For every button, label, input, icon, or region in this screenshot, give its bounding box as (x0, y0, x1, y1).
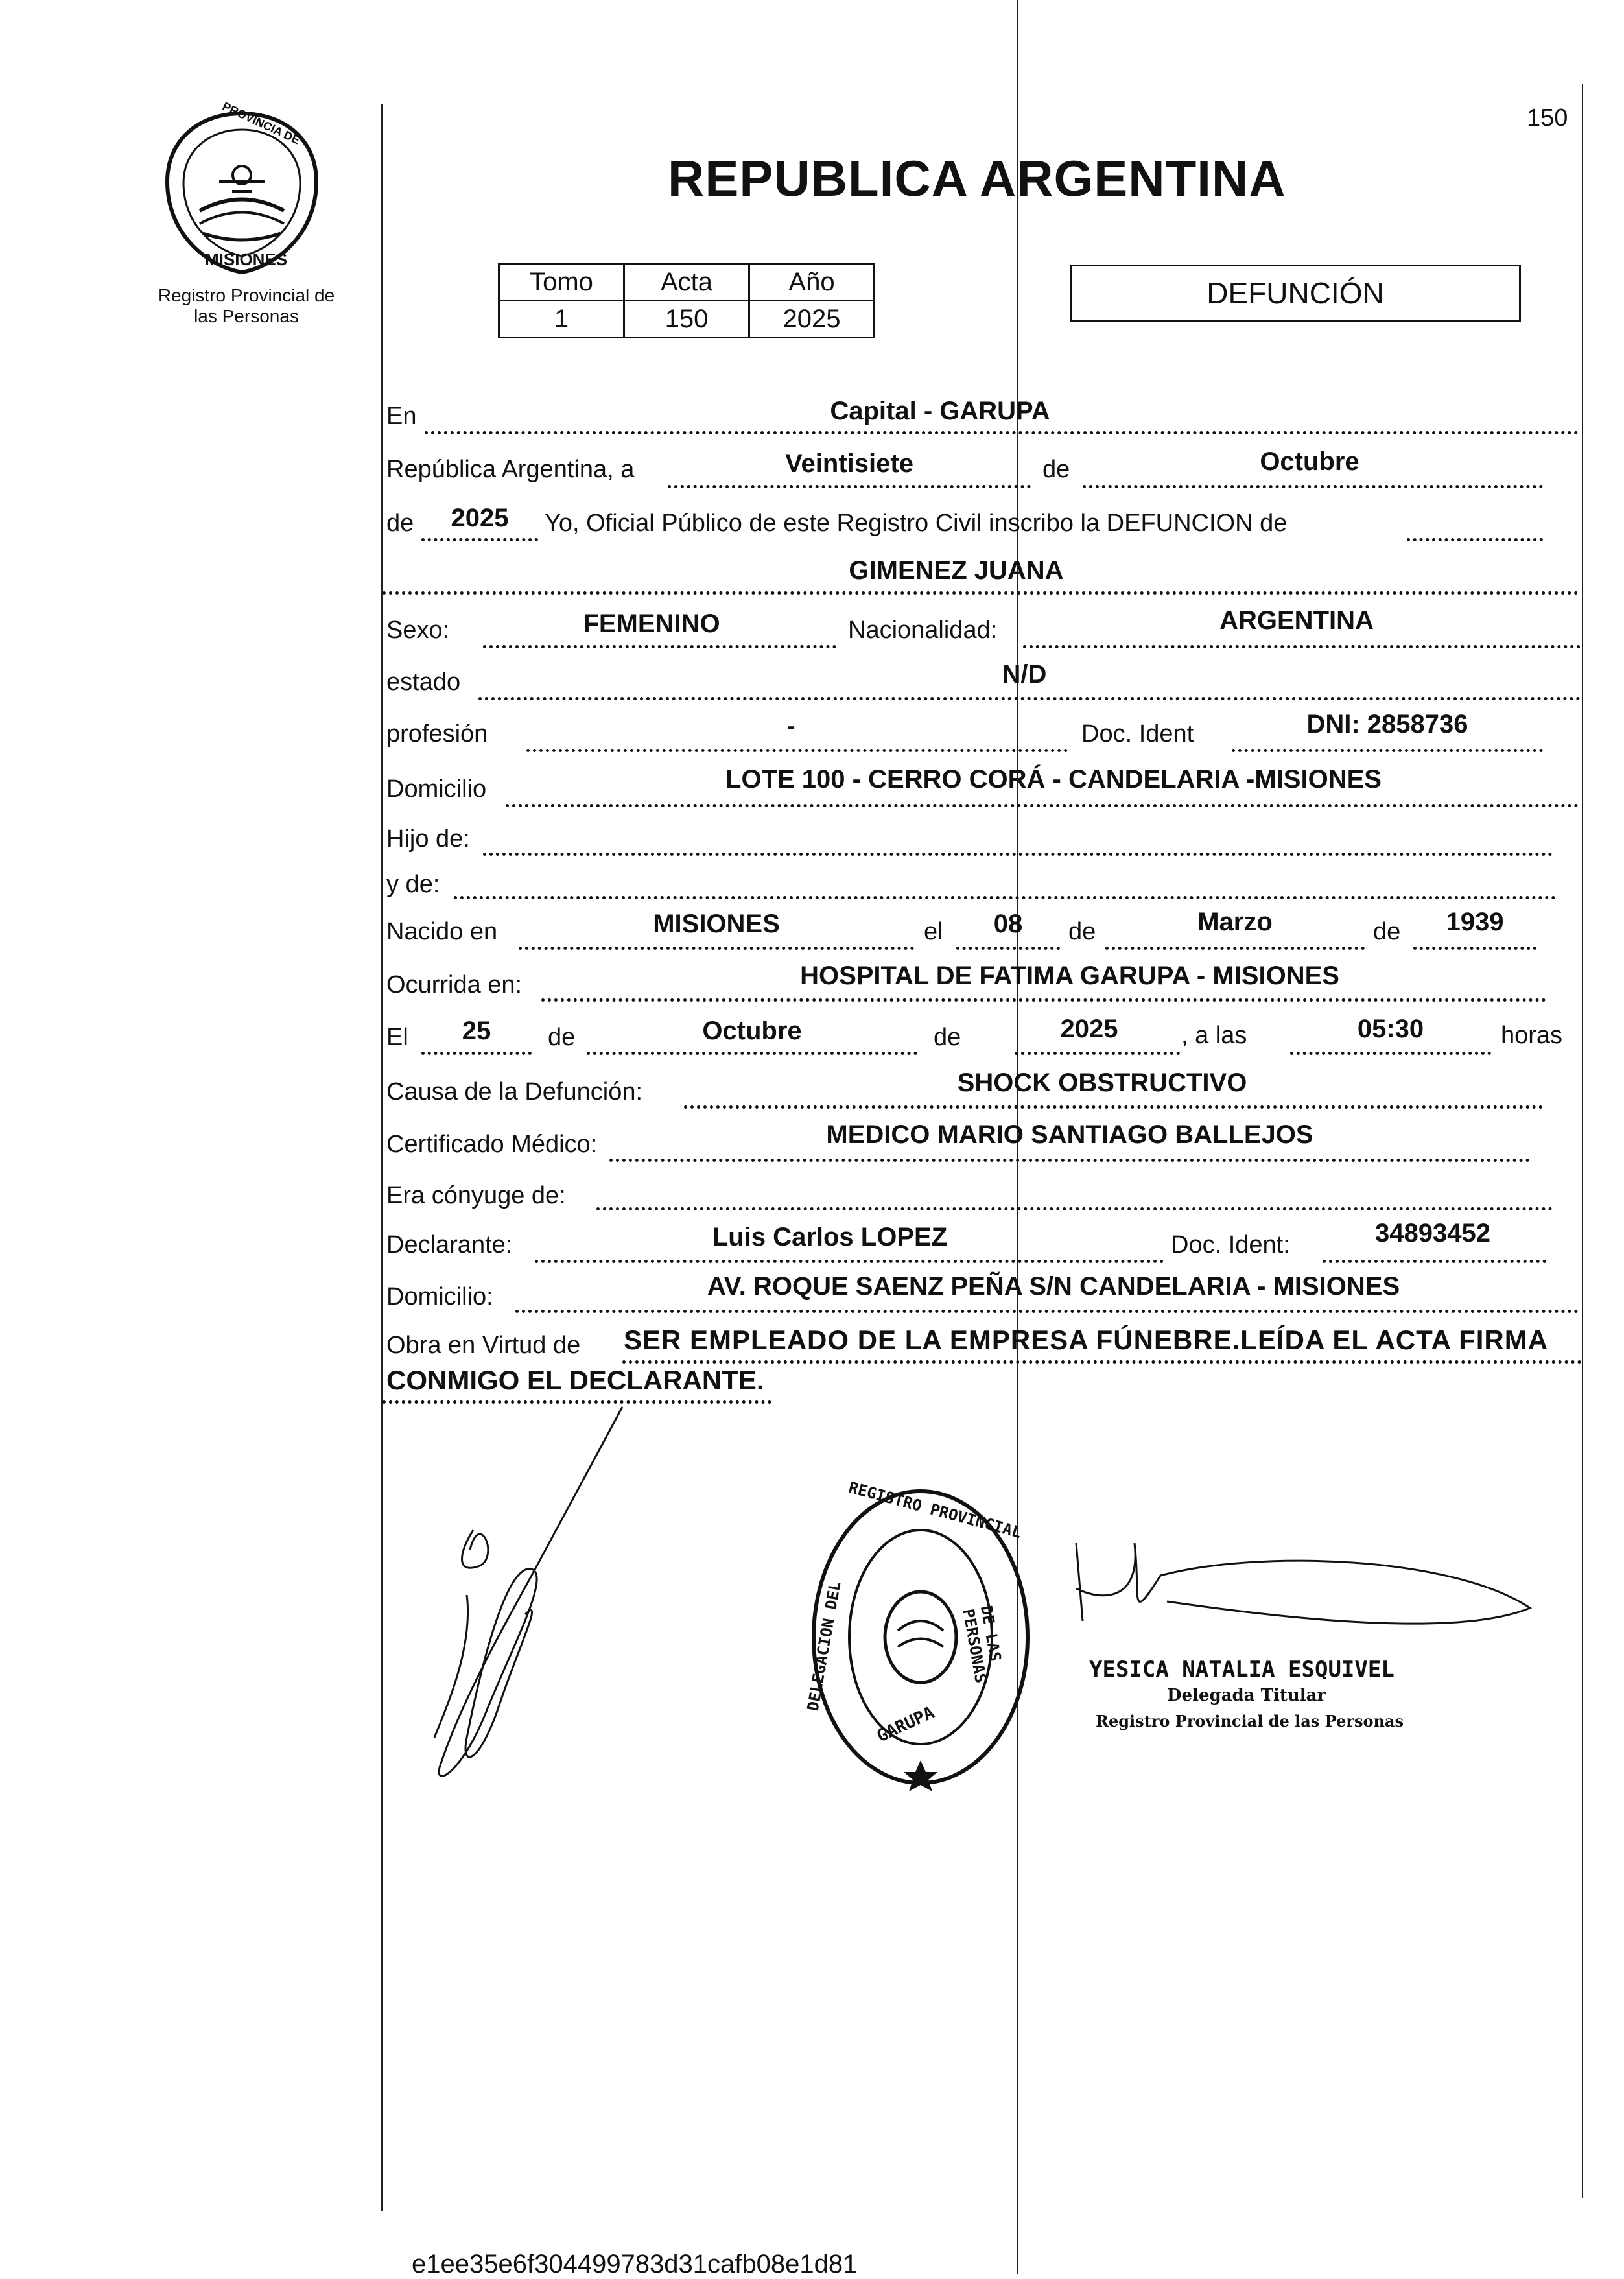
value-obra-1: SER EMPLEADO DE LA EMPRESA FÚNEBRE.LEÍDA EL ACTA FIRMA (624, 1325, 1549, 1355)
label-de-mes: de (1042, 456, 1070, 483)
label-estado: estado (386, 668, 461, 696)
dots-estado (478, 697, 1581, 700)
label-profesion: profesión (386, 720, 488, 748)
dots-documento (1232, 749, 1543, 752)
dots-y-de (454, 896, 1556, 899)
dots-anio (421, 538, 538, 541)
stamp-ring-left: DELEGACION DEL (803, 1579, 845, 1713)
value-profesion: - (786, 712, 795, 740)
label-doc-ident-2: Doc. Ident: (1171, 1231, 1290, 1258)
dots-obra-1 (622, 1360, 1582, 1364)
value-obra-2: CONMIGO EL DECLARANTE. (386, 1365, 764, 1395)
tomo-value: 1 (499, 301, 624, 338)
value-estado: N/D (1002, 660, 1047, 689)
dots-declarante (535, 1260, 1164, 1263)
value-fallec-dia: 25 (462, 1017, 491, 1045)
label-domicilio-2: Domicilio: (386, 1283, 493, 1310)
dots-nacido-mes (1105, 947, 1365, 950)
label-de-fallec-mes: de (548, 1024, 576, 1051)
official-office: Registro Provincial de las Personas (1096, 1712, 1404, 1730)
dots-yo-end (1407, 538, 1543, 541)
dots-hijo-de (483, 853, 1553, 856)
label-hijo-de: Hijo de: (386, 825, 470, 853)
left-margin-line (381, 104, 383, 2211)
value-lugar: Capital - GARUPA (830, 397, 1050, 425)
dots-dia (668, 485, 1031, 488)
declarant-signature (402, 1400, 635, 1802)
label-en: En (386, 403, 417, 430)
official-signature-icon (1063, 1537, 1569, 1666)
official-signature (1063, 1537, 1569, 1666)
value-nacido-mes: Marzo (1197, 908, 1273, 936)
label-ocurrida-en: Ocurrida en: (386, 971, 523, 998)
label-de-nac-anio: de (1373, 918, 1401, 945)
dots-mes (1083, 485, 1543, 488)
dots-sexo (483, 645, 836, 648)
record-type-box: DEFUNCIÓN (1070, 265, 1521, 322)
label-doc-ident: Doc. Ident (1081, 720, 1194, 748)
label-sexo: Sexo: (386, 617, 450, 644)
dots-nacionalidad (1023, 645, 1581, 648)
label-causa: Causa de la Defunción: (386, 1078, 643, 1105)
stamp-bottom: GARUPA (874, 1703, 937, 1747)
signature-icon (402, 1400, 635, 1802)
anio-header: Año (749, 264, 875, 301)
label-conyuge: Era cónyuge de: (386, 1182, 566, 1209)
dots-profesion (526, 749, 1068, 752)
dots-declarante-doc (1323, 1260, 1546, 1263)
dots-hora (1290, 1052, 1491, 1055)
registry-line-1: Registro Provincial de (158, 285, 335, 305)
value-causa: SHOCK OBSTRUCTIVO (957, 1069, 1247, 1097)
value-declarante-doc: 34893452 (1375, 1219, 1490, 1247)
value-nacionalidad: ARGENTINA (1219, 606, 1374, 635)
label-de-nac-mes: de (1068, 918, 1096, 945)
dots-nacido-en (519, 947, 914, 950)
dots-ocurrida-en (541, 998, 1546, 1002)
acta-value: 150 (624, 301, 749, 338)
value-documento: DNI: 2858736 (1306, 710, 1468, 738)
stamp-ring-top: REGISTRO PROVINCIAL (847, 1478, 1024, 1542)
label-certificado: Certificado Médico: (386, 1131, 598, 1158)
tomo-header: Tomo (499, 264, 624, 301)
seal-bottom-text: MISIONES (205, 250, 288, 269)
label-republica: República Argentina, a (386, 456, 635, 483)
value-nacido-en: MISIONES (653, 910, 780, 938)
dots-causa (684, 1105, 1543, 1109)
dots-domicilio-2 (515, 1310, 1579, 1313)
official-title: Delegada Titular (1167, 1686, 1326, 1705)
value-domicilio-2: AV. ROQUE SAENZ PEÑA S/N CANDELARIA - MISIONES (707, 1272, 1400, 1301)
value-hora: 05:30 (1357, 1015, 1424, 1043)
stamp-ring-right: DE LAS PERSONAS (959, 1604, 1005, 1684)
page-number: 150 (1527, 104, 1568, 132)
dots-fallec-anio (1015, 1052, 1180, 1055)
dots-nacido-dia (956, 947, 1060, 950)
value-declarante: Luis Carlos LOPEZ (712, 1223, 948, 1251)
table-value-row (499, 301, 875, 338)
anio-value: 2025 (749, 301, 875, 338)
official-name: YESICA NATALIA ESQUIVEL (1089, 1657, 1395, 1683)
label-domicilio: Domicilio (386, 775, 487, 803)
label-de-fallec-anio: de (934, 1024, 961, 1051)
label-nacionalidad: Nacionalidad: (848, 617, 998, 644)
value-nombre: GIMENEZ JUANA (849, 556, 1064, 585)
label-de-anio: de (386, 510, 414, 537)
official-stamp (803, 1478, 1034, 1793)
label-el: el (924, 918, 943, 945)
value-dia: Veintisiete (785, 449, 913, 478)
value-domicilio: LOTE 100 - CERRO CORÁ - CANDELARIA -MISIONES (725, 765, 1382, 794)
provincial-seal (154, 99, 329, 279)
label-obra: Obra en Virtud de (386, 1332, 581, 1359)
registry-name (136, 285, 357, 327)
value-certificado: MEDICO MARIO SANTIAGO BALLEJOS (826, 1120, 1313, 1149)
document-hash: e1ee35e6f304499783d31cafb08e1d81 (412, 2250, 858, 2278)
dots-certificado (609, 1159, 1530, 1162)
label-nacido-en: Nacido en (386, 918, 498, 945)
value-nacido-dia: 08 (993, 910, 1023, 938)
value-mes: Octubre (1260, 447, 1359, 476)
registry-line-2: las Personas (194, 306, 299, 326)
dots-fallec-mes (587, 1052, 917, 1055)
dots-nacido-anio (1413, 947, 1536, 950)
value-sexo: FEMENINO (583, 609, 720, 638)
value-fallec-mes: Octubre (702, 1017, 802, 1045)
value-ocurrida-en: HOSPITAL DE FATIMA GARUPA - MISIONES (800, 962, 1339, 990)
right-margin-line (1582, 84, 1583, 2198)
value-anio: 2025 (451, 504, 509, 532)
value-nacido-anio: 1939 (1446, 908, 1504, 936)
label-el-cap: El (386, 1024, 408, 1051)
label-horas: horas (1501, 1022, 1563, 1049)
dots-conyuge (596, 1207, 1553, 1210)
dots-lugar (425, 431, 1579, 434)
label-a-las: , a las (1181, 1022, 1247, 1049)
dots-nombre (382, 591, 1579, 595)
seal-top-text: PROVINCIA DE (220, 99, 302, 147)
dots-domicilio (506, 804, 1579, 807)
country-title: REPUBLICA ARGENTINA (668, 150, 1286, 207)
table-header-row (499, 264, 875, 301)
label-declarante: Declarante: (386, 1231, 513, 1258)
label-y-de: y de: (386, 871, 440, 898)
tomo-acta-anio-table (498, 263, 875, 338)
label-yo: Yo, Oficial Público de este Registro Civil inscribo la DEFUNCION de (545, 510, 1288, 537)
dots-fallec-dia (421, 1052, 532, 1055)
value-fallec-anio: 2025 (1060, 1015, 1118, 1043)
acta-header: Acta (624, 264, 749, 301)
